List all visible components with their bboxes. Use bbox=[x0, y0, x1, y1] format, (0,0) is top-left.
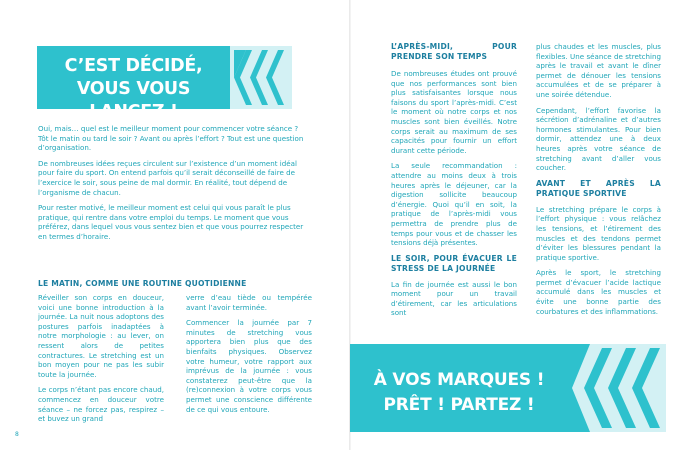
intro-paragraph: De nombreuses idées reçues circulent sur l’existence d’un moment idéal pour faire du sport. On entend parfois qu’il serait déconseillé de faire de l’exercice le soir, sous peine de mal dormir. En réalité, tout dépend de l’organisme de chacun. bbox=[38, 158, 297, 197]
body-paragraph: Après le sport, le stretching permet d’évacuer l’acide lactique accumulé dans les muscles et évite une bonne partie des courbatures et des inflammations. bbox=[536, 268, 661, 316]
right-column-1 bbox=[391, 42, 517, 324]
body-paragraph: La fin de journée est aussi le bon moment pour un travail d’étirement, car les articulations sont bbox=[391, 279, 517, 318]
right-title-banner bbox=[350, 344, 568, 432]
left-page-title bbox=[37, 55, 230, 124]
intro-paragraph: Oui, mais… quel est le meilleur moment pour commencer votre séance ? Tôt le matin ou tard le soir ? Avant ou après l’effort ? Tout est une question d’organisation. bbox=[38, 124, 304, 153]
body-paragraph: La seule recommandation : attendre au moins deux à trois heures après le déjeuner, car la digestion sollicite beaucoup d’énergie. Quoi qu’il en soit, la pratique de l’après-midi vous permettra de prendre plus de temps pour vous et de chasser les tensions déjà présentes. bbox=[391, 161, 517, 248]
right-banner-line2: PRÊT ! PARTEZ ! bbox=[383, 395, 535, 415]
left-title-line2: VOUS VOUS LANCEZ ! bbox=[76, 79, 191, 122]
chevron-left-icon bbox=[230, 46, 292, 109]
left-column-1 bbox=[38, 293, 164, 430]
right-banner-line1: À VOS MARQUES ! bbox=[373, 370, 545, 390]
body-paragraph: Réveiller son corps en douceur, voici une bonne introduction à la journée. La nuit nous adoptons des postures parfois inadaptées à notre morphologie : au lever, on ressent alors de petites contractures. Le stretching est un bon moyen pour ne pas les subir toute la journée. bbox=[38, 293, 164, 379]
body-paragraph: Commencer la journée par 7 minutes de stretching vous apportera bien plus que des bienfaits physiques. Observez votre humeur, votre rapport aux imprévus de la journée : vous constaterez peut-être que la (re)connexion à votre corps vous permet une conscience différente de ce qui vous entoure. bbox=[186, 318, 312, 414]
body-paragraph: De nombreuses études ont prouvé que nos performances sont bien plus satisfaisantes lorsque nous faisons du sport l’après-midi. C’est le moment où notre corps et nos muscles sont bien éveillés. Notre corps serait au maximum de ses capacités pour fournir un effort durant cette période. bbox=[391, 69, 517, 155]
body-paragraph: Cependant, l’effort favorise la sécrétion d’adrénaline et d’autres hormones stimulantes. Pour bien dormir, attendez une à deux heures après votre séance de stretching avant d’aller vous coucher. bbox=[536, 105, 661, 173]
left-column-2 bbox=[186, 293, 312, 420]
evening-heading: LE SOIR, POUR ÉVACUER LE STRESS DE LA JOURNÉE bbox=[391, 253, 517, 273]
chevron-left-icon bbox=[568, 344, 666, 432]
left-title-banner bbox=[37, 46, 230, 122]
left-title-line1: C’EST DÉCIDÉ, bbox=[64, 56, 203, 76]
page-number: 8 bbox=[15, 431, 19, 438]
body-paragraph: Le stretching prépare le corps à l’effort physique : vous relâchez les tensions, et l’étirement des muscles et des tendons permet d’éviter les blessures pendant la pratique sportive. bbox=[536, 204, 661, 262]
left-intro-text bbox=[38, 124, 306, 248]
afternoon-heading: L’APRÈS-MIDI, POUR PRENDRE SON TEMPS bbox=[391, 42, 517, 61]
body-paragraph: plus chaudes et les muscles, plus flexibles. Une séance de stretching après le travail et avant le dîner permet de dénouer les tensions accumulées et de se préparer à une soirée détendue. bbox=[536, 42, 661, 99]
right-banner-title bbox=[350, 368, 568, 418]
body-paragraph: verre d’eau tiède ou tempérée avant l’avoir terminée. bbox=[186, 293, 312, 312]
before-after-heading: AVANT ET APRÈS LA PRATIQUE SPORTIVE bbox=[536, 178, 661, 198]
right-column-2 bbox=[536, 42, 661, 322]
body-paragraph: Le corps n’étant pas encore chaud, commencez en douceur votre séance – ne forcez pas, respirez – et buvez un grand bbox=[38, 385, 164, 424]
morning-section-heading: LE MATIN, COMME UNE ROUTINE QUOTIDIENNE bbox=[38, 279, 247, 288]
intro-paragraph: Pour rester motivé, le meilleur moment est celui qui vous paraît le plus pratique, qui rentre dans votre emploi du temps. Le moment que vous préférez, dans lequel vous vous sentez bien et que vous pourrez respecter en termes d’horaire. bbox=[38, 203, 304, 241]
